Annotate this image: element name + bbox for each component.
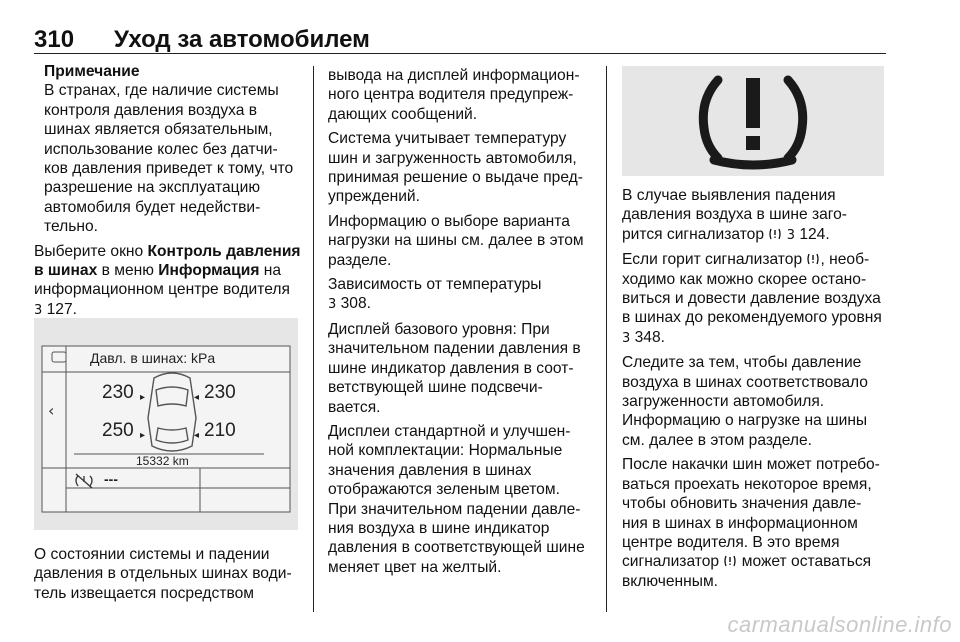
tire-pressure-front-left: 230 [102, 382, 134, 403]
page-ref-arrow-icon: 3 [622, 330, 631, 346]
page-ref-arrow-icon: 3 [34, 302, 43, 318]
paragraph: вывода на дисплей информацион- ного центра водителя предупреж- дающих сообщений. [328, 67, 580, 123]
paragraph: Информацию о выборе варианта нагрузки на шины см. далее в этом разделе. [328, 212, 584, 269]
odometer-value: 15332 km [136, 454, 189, 468]
column-1-bottom: О состоянии системы и падении давления в отдельных шинах води- тель извещается посредством [34, 546, 292, 602]
tire-pressure-display-figure [34, 318, 298, 530]
column-divider-1 [313, 66, 314, 612]
paragraph: Если горит сигнализатор , необ- ходимо как можно скорее остано- виться и довести давление воздуха в шинах до рекомендуемого уровня 3 348. [622, 251, 882, 346]
note-title: Примечание [44, 63, 140, 80]
tpms-warning-large-icon [622, 66, 884, 176]
tire-pressure-rear-left: 250 [102, 420, 134, 441]
tpms-warning-icon [768, 227, 782, 241]
paragraph: Система учитывает температуру шин и загруженность автомобиля, принимая решение о выдаче пред- упреждений. [328, 130, 583, 206]
page-header [34, 26, 886, 56]
tpms-warning-icon [723, 554, 737, 568]
pointer-fr-icon: ◂ [194, 392, 200, 403]
watermark: carmanualsonline.info [727, 612, 952, 637]
page-ref-arrow-icon: 3 [328, 297, 337, 313]
pointer-rl-icon: ▸ [140, 430, 146, 441]
back-chevron-icon: ‹ [48, 401, 55, 420]
paragraph: Следите за тем, чтобы давление воздуха в шинах соответствовало загруженности автомобиля. Информацию о нагрузке на шины см. далее в этом разделе. [622, 354, 868, 449]
paragraph: Зависимость от температуры 3 308. [328, 276, 542, 313]
note-body: В странах, где наличие системы контроля давления воздуха в шинах является обязательным, использование колес без датчи- ков давления приведет к тому, что разрешение на эксплуатацию автомобиля будет недействи- тельно. [44, 82, 294, 236]
page-ref-arrow-icon: 3 [786, 227, 795, 243]
paragraph: После накачки шин может потребо- ваться проехать некоторое время, чтобы обновить значения давле- ния в шинах в информационном центре водителя. В это время сигнализатор может оставаться включенным. [622, 456, 880, 590]
paragraph: Дисплей базового уровня: При значительном падении давления в шине индикатор давления в соот- ветствующей шине подсвечи- вается. [328, 320, 581, 416]
paragraph: Дисплеи стандартной и улучшен- ной комплектации: Нормальные значения давления в шинах отображаются зеленым цветом. При значительном падении давле- ния воздуха в шине индикатор давления в соответствующей шине меняет цвет на желтый. [328, 422, 585, 576]
page-number: 310 [34, 26, 75, 53]
tire-pressure-rear-right: 210 [204, 420, 236, 441]
display-header-label: Давл. в шинах: kPa [90, 350, 216, 366]
paragraph: Выберите окно Контроль давления в шинах в меню Информация на информационном центре водителя 3 127. [34, 242, 301, 318]
pointer-rr-icon: ◂ [194, 430, 200, 441]
column-divider-2 [606, 66, 607, 612]
column-2 [328, 66, 598, 582]
tpms-warning-icon [806, 252, 820, 266]
tire-pressure-front-right: 230 [204, 382, 236, 403]
tpms-status-value: --- [104, 471, 118, 487]
page-title: Уход за автомобилем [114, 26, 370, 53]
pointer-fl-icon: ▸ [140, 392, 146, 403]
header-rule [34, 53, 886, 54]
paragraph: В случае выявления падения давления воздуха в шине заго- рится сигнализатор 3 124. [622, 187, 847, 243]
column-3 [622, 186, 892, 596]
column-1 [34, 62, 302, 320]
tpms-warning-figure [622, 66, 884, 176]
